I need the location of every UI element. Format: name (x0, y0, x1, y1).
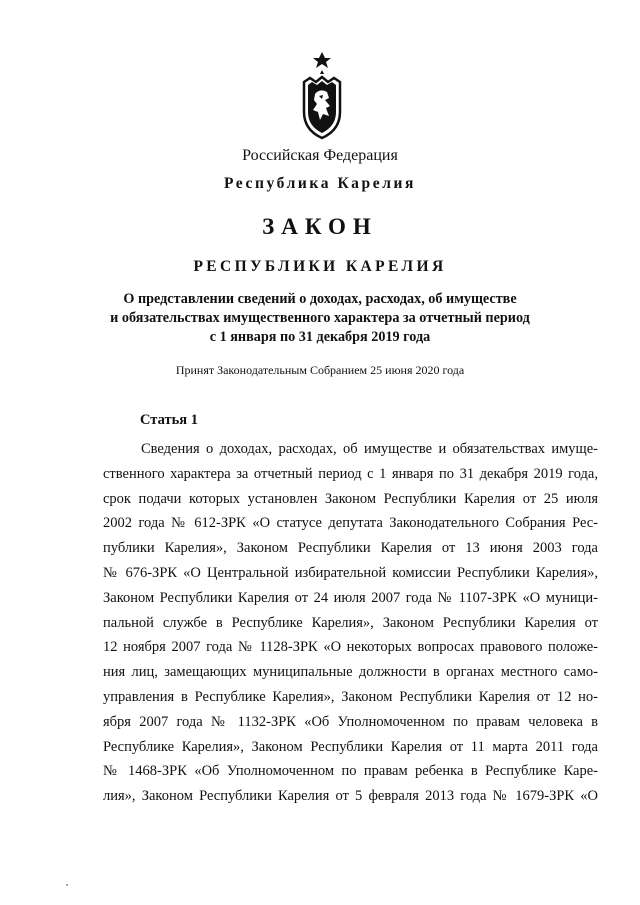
law-subject-line: О представлении сведений о доходах, расходах, об имуществе (123, 291, 517, 307)
law-subject (0, 290, 640, 347)
document-issuer: РЕСПУБЛИКИ КАРЕЛИЯ (193, 258, 447, 275)
document-type: ЗАКОН (262, 214, 378, 239)
federation-name: Российская Федерация (242, 147, 398, 164)
article-line: ственного характера за отчетный период с 1 января по 31 декабря 2019 года, (103, 465, 598, 482)
article-line: лия», Законом Республики Карелия от 5 февраля 2013 года № 1679-ЗРК «О (103, 788, 598, 805)
article-line: Республике Карелия», Законом Республики Карелия от 11 марта 2011 года (103, 738, 598, 755)
article-line: Сведения о доходах, расходах, об имуществе и обязательствах имуще- (141, 441, 598, 457)
article-line: управления в Республике Карелия», Законом Республики Карелия от 12 но- (103, 688, 598, 705)
article-line: № 1468-ЗРК «Об Уполномоченном по правам ребенка в Республике Каре- (103, 763, 598, 780)
adoption-note: Принят Законодательным Собранием 25 июня 2020 года (175, 363, 465, 377)
article-line: срок подачи которых установлен Законом Республики Карелия от 25 июля (103, 490, 598, 507)
article-line: Законом Республики Карелия от 24 июля 2007 года № 1107-ЗРК «О муници- (103, 589, 598, 606)
article-line: ния лиц, замещающих муниципальные должности в органах местного само- (103, 664, 598, 681)
law-subject-line: и обязательствах имущественного характера за отчетный период (110, 310, 530, 326)
article-body (103, 437, 598, 809)
article-line: 12 ноября 2007 года № 1128-ЗРК «О некоторых вопросах правового положе- (103, 639, 598, 656)
coat-of-arms-icon (296, 50, 348, 140)
article-line: ября 2007 года № 1132-ЗРК «Об Уполномоченном по правам человека в (103, 713, 598, 730)
article-line: № 676-ЗРК «О Центральной избирательной комиссии Республики Карелия», (103, 564, 598, 581)
republic-name: Республика Карелия (223, 175, 417, 192)
article-line: пальной службе в Республике Карелия», Законом Республики Карелия от (103, 614, 598, 631)
article-title: Статья 1 (140, 412, 198, 428)
law-subject-line: с 1 января по 31 декабря 2019 года (209, 329, 431, 345)
article-line: публики Карелия», Законом Республики Карелия от 13 июня 2003 года (103, 540, 598, 557)
scan-speck (66, 884, 68, 886)
article-line: 2002 года № 612-ЗРК «О статусе депутата Законодательного Собрания Рес- (103, 515, 598, 532)
